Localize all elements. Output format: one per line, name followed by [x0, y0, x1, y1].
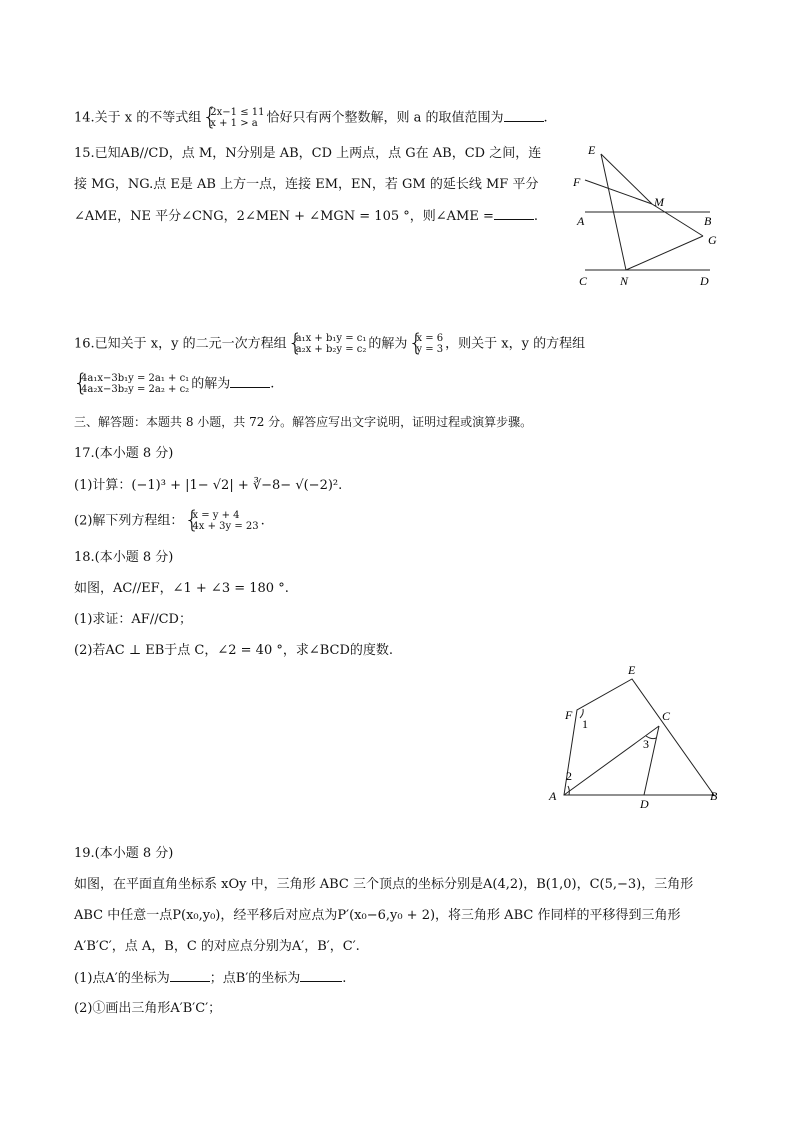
q18-figure	[540, 660, 730, 815]
q17-part1: (1)计算：(−1)³ + |1− √2| + ∛−8− √(−2)².	[74, 478, 343, 493]
q19-line1: 如图，在平面直角坐标系 xOy 中，三角形 ABC 三个顶点的坐标分别是A(4,2)，B(1,0)，C(5,−3)，三角形	[74, 877, 694, 892]
q19-part2: (2)①画出三角形A′B′C′；	[74, 1001, 222, 1016]
q17-part2-prefix: (2)解下列方程组：	[74, 513, 184, 529]
fig15-label-b: B	[704, 214, 712, 228]
q16-sys1-line1: { a₁x + b₁y = c₁	[295, 333, 367, 344]
q16-system-1	[289, 333, 367, 355]
q18-part2: (2)若AC ⊥ EB于点 C，∠2 = 40 °，求∠BCD的度数.	[74, 643, 394, 658]
angle-2-arc	[568, 786, 569, 795]
q16-system-3	[74, 373, 189, 395]
q17-part2-end: .	[260, 513, 265, 529]
fig15-label-f: F	[573, 175, 581, 189]
q19-title: 19.(本小题 8 分)	[74, 846, 174, 861]
q17-part2	[74, 510, 265, 532]
q15-answer-blank[interactable]	[494, 207, 534, 220]
q17-system	[185, 510, 258, 532]
q14-line	[74, 107, 548, 129]
fig18-label-3: 3	[643, 737, 649, 751]
q16-sys2-line1: { x = 6	[416, 333, 444, 344]
fig18-label-b: B	[710, 789, 718, 803]
q19-part1	[74, 969, 346, 988]
q18-line1: 如图，AC//EF，∠1 + ∠3 = 180 °.	[74, 581, 289, 596]
segment-em	[601, 154, 652, 204]
q15-line3-wrap	[74, 207, 538, 226]
fig15-label-a: A	[577, 214, 585, 228]
q19-line2: ABC 中任意一点P(x₀,y₀)，经平移后对应点为P′(x₀−6,y₀ + 2)，将三角形 ABC 作同样的平移得到三角形	[74, 908, 681, 923]
q15-line3: ∠AME，NE 平分∠CNG，2∠MEN + ∠MGN = 105 °，则∠AME =	[74, 209, 494, 224]
q18-title: 18.(本小题 8 分)	[74, 550, 174, 565]
q14-suffix: 恰好只有两个整数解，则 a 的取值范围为	[266, 110, 504, 126]
q16-sys3-line1: { 4a₁x−3b₁y = 2a₁ + c₁	[81, 373, 190, 384]
q14-answer-blank[interactable]	[504, 109, 544, 122]
fig15-label-n: N	[620, 274, 629, 288]
fig18-label-e: E	[628, 663, 636, 677]
q16-mid: 的解为	[368, 336, 408, 352]
q16-solution-system	[409, 333, 443, 355]
q18-part1: (1)求证：AF//CD；	[74, 612, 192, 627]
fig15-label-e: E	[588, 143, 596, 157]
q16-answer-blank[interactable]	[230, 375, 270, 388]
fig18-label-f: F	[565, 708, 573, 722]
q16-sys1-line2: a₂x + b₂y = c₂	[295, 344, 367, 355]
q19-part1-a: (1)点A′的坐标为	[74, 971, 170, 986]
q16-tail: 的解为	[191, 376, 231, 392]
q17-title: 17.(本小题 8 分)	[74, 446, 174, 461]
segment-fm	[585, 180, 652, 204]
q19-part1-b: ；点B′的坐标为	[209, 971, 301, 986]
fig15-label-m: M	[654, 195, 664, 209]
q16-line2	[74, 373, 274, 395]
q16-sys2-line2: y = 3	[416, 344, 444, 355]
fig18-label-d: D	[640, 797, 649, 811]
q17-sys-line2: 4x + 3y = 23	[192, 521, 259, 532]
q15-line1: 15.已知AB//CD，点 M，N分别是 AB，CD 上两点，点 G在 AB，CD 之间，连	[74, 146, 542, 161]
fig18-label-1: 1	[582, 717, 588, 731]
q16-line1	[74, 333, 585, 355]
fig15-label-d: D	[700, 274, 709, 288]
fig18-label-c: C	[662, 709, 671, 723]
fig18-label-a: A	[549, 789, 557, 803]
fig15-label-c: C	[579, 274, 588, 288]
q16-prefix: 16.已知关于 x，y 的二元一次方程组	[74, 336, 287, 352]
q15-end: .	[533, 209, 538, 224]
q14-end: .	[543, 110, 548, 126]
q17-sys-line1: { x = y + 4	[192, 510, 240, 521]
q14-prefix: 14.关于 x 的不等式组	[74, 110, 202, 126]
fig15-label-g: G	[708, 233, 717, 247]
q14-sys-line1: { 2x−1 ≤ 11	[210, 107, 265, 118]
q14-inequality-system	[203, 107, 264, 129]
q16-sys3-line2: 4a₂x−3b₂y = 2a₂ + c₂	[81, 384, 190, 395]
q19-line3: A′B′C′，点 A，B，C 的对应点分别为A′，B′，C′.	[74, 939, 360, 954]
q14-sys-line2: x + 1 > a	[210, 118, 258, 129]
q19-part1-end: .	[342, 971, 347, 986]
fig18-label-2: 2	[566, 769, 572, 783]
q15-figure	[570, 140, 730, 290]
q16-end: .	[270, 376, 275, 392]
outline-afeb	[564, 679, 714, 795]
q19-answer-blank-b[interactable]	[300, 969, 342, 982]
segment-ng	[626, 236, 703, 270]
q15-line2: 接 MG，NG.点 E是 AB 上方一点，连接 EM，EN，若 GM 的延长线 MF 平分	[74, 177, 539, 192]
q19-answer-blank-a[interactable]	[170, 969, 210, 982]
section-3-heading: 三、解答题：本题共 8 小题，共 72 分。解答应写出文字说明，证明过程或演算步骤。	[74, 415, 533, 429]
q16-suffix: ，则关于 x，y 的方程组	[445, 336, 586, 352]
